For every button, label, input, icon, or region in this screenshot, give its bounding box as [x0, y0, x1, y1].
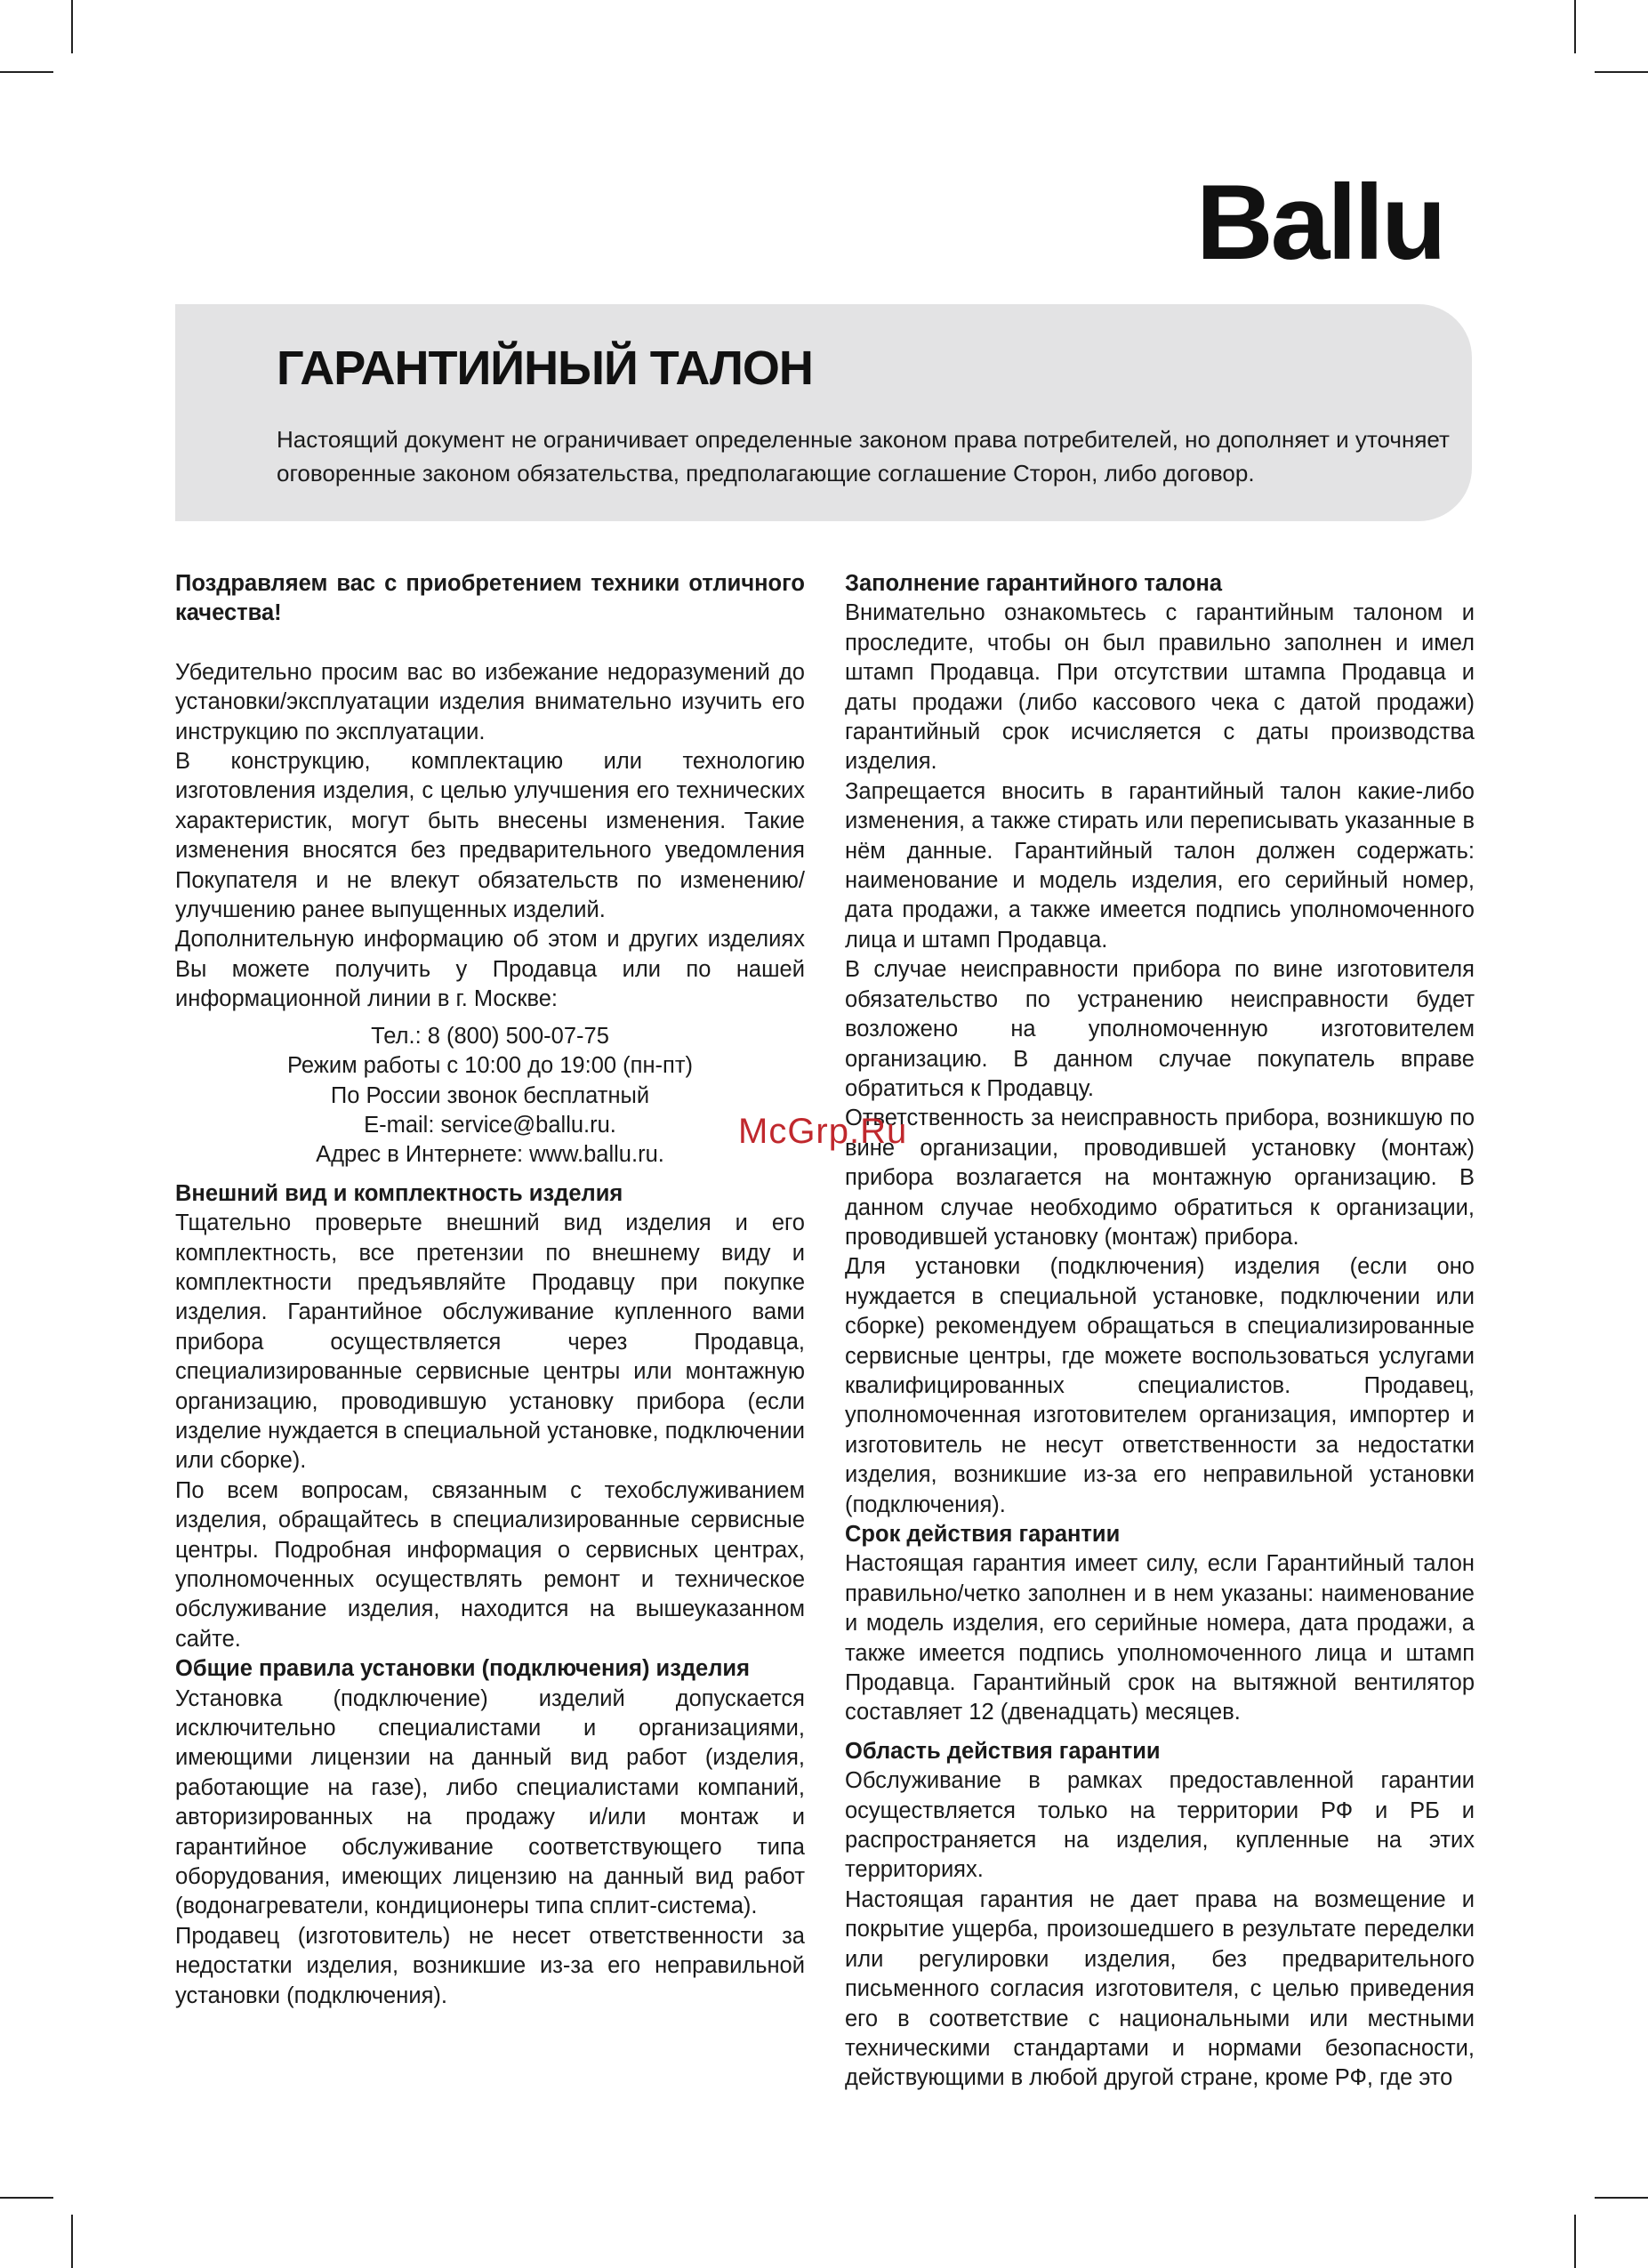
crop-mark — [71, 2215, 73, 2268]
contact-email: E-mail: service@ballu.ru. — [364, 1112, 616, 1138]
section-heading-scope: Область действия гарантии — [845, 1738, 1161, 1764]
crop-mark — [1574, 0, 1576, 53]
paragraph: Для установки (подключения) изделия (если оно нуждается в специальной установке, подключении или сборке) рекомендуем обращаться в специализированные сервисные центры, где можете воспользоваться услугами квалифицированных специалистов. Продавец, уполномоченная изготовителем организация, импортер и изготовитель не несут ответственности за недостатки изделия, возникшие из-за его неправильной установки (подключения). — [845, 1254, 1475, 1517]
paragraph: Тщательно проверьте внешний вид изделия и его комплектность, все претензии по внешнему виду и комплектности предъявляйте Продавцу при покупке изделия. Гарантийное обслуживание купленного вами прибора осуществляется через Продавца, специализированные сервисные центры или монтажную организацию, проводившую установку прибора (если изделие нуждается в специальной установке, подключении или сборке). — [175, 1210, 805, 1474]
crop-mark — [0, 71, 53, 73]
contact-hours: Режим работы с 10:00 до 19:00 (пн-пт) — [286, 1053, 693, 1079]
title-banner — [175, 304, 1472, 521]
section-heading-installation: Общие правила установки (подключения) изделия — [175, 1656, 750, 1682]
section-heading-appearance: Внешний вид и комплектность изделия — [175, 1180, 623, 1206]
crop-mark — [1595, 2197, 1648, 2199]
paragraph: В случае неисправности прибора по вине изготовителя обязательство по устранению неисправности будет возложено на уполномоченную изготовителем организацию. В данном случае покупатель вправе обратиться к Продавцу. — [845, 957, 1475, 1101]
section-heading-filling: Заполнение гарантийного талона — [845, 571, 1223, 596]
intro-text: Настоящий документ не ограничивает определенные законом права потребителей, но дополняет и уточняет оговоренные законом обязательства, предполагающие соглашение Сторон, либо договор. — [277, 426, 1450, 487]
paragraph: По всем вопросам, связанным с техобслуживанием изделия, обращайтесь в специализированные сервисные центры. Подробная информация о сервисных центрах, уполномоченных осуществлять ремонт и техническое обслуживание изделия, находится на вышеуказанном сайте. — [175, 1477, 805, 1652]
paragraph: В конструкцию, комплектацию или технологию изготовления изделия, с целью улучшения его технических характеристик, могут быть внесены изменения. Такие изменения вносятся без предварительного уведомления Покупателя и не влекут обязательств по изменению/улучшению ранее выпущенных изделий. — [175, 749, 805, 923]
right-column — [845, 569, 1475, 2094]
crop-mark — [1574, 2215, 1576, 2268]
contact-block — [175, 1022, 805, 1170]
crop-mark — [0, 2197, 53, 2199]
paragraph: Убедительно просим вас во избежание недоразумений до установки/эксплуатации изделия внимательно изучить его инструкцию по эксплуатации. — [175, 659, 805, 744]
greeting-heading: Поздравляем вас с приобретением техники отличного качества! — [175, 571, 805, 626]
crop-mark — [1595, 71, 1648, 73]
paragraph: Дополнительную информацию об этом и других изделиях Вы можете получить у Продавца или по нашей информационной линии в г. Москве: — [175, 927, 805, 1012]
paragraph: Ответственность за неисправность прибора, возникшую по вине организации, проводившей установку (монтаж) прибора возлагается на монтажную организацию. В данном случае необходимо обратиться к организации, проводившей установку (монтаж) прибора. — [845, 1106, 1475, 1250]
contact-phone: Тел.: 8 (800) 500-07-75 — [371, 1023, 609, 1049]
paragraph: Установка (подключение) изделий допускается исключительно специалистами и организациями, имеющими лицензии на данный вид работ (изделия, работающие на газе), либо специалистами компаний, авторизированных на продажу и/или монтаж и гарантийное обслуживание соответствующего типа оборудования, имеющих лицензию на данный вид работ (водонагреватели, кондиционеры типа сплит-система). — [175, 1685, 805, 1919]
paragraph: Продавец (изготовитель) не несет ответственности за недостатки изделия, возникшие из-за его неправильной установки (подключения). — [175, 1923, 805, 2008]
paragraph: Настоящая гарантия не дает права на возмещение и покрытие ущерба, произошедшего в результате переделки или регулировки изделия, без предварительного письменного согласия изготовителя, с целью приведения его в соответствие с национальными или местными техническими стандартами и нормами безопасности, действующими в любой другой стране, кроме РФ, где это — [845, 1886, 1475, 2091]
paragraph: Настоящая гарантия имеет силу, если Гарантийный талон правильно/четко заполнен и в нем указаны: наименование и модель изделия, его серийные номера, дата продажи, а также имеется подпись уполномоченного лица и штамп Продавца. Гарантийный срок на вытяжной вентилятор составляет 12 (двенадцать) месяцев. — [845, 1551, 1475, 1725]
left-column — [175, 569, 805, 2011]
paragraph: Запрещается вносить в гарантийный талон какие-либо изменения, а также стирать или переписывать указанные в нём данные. Гарантийный талон должен содержать: наименование и модель изделия, его серийный номер, дата продажи, а также имеется подпись уполномоченного лица и штамп Продавца. — [845, 778, 1475, 953]
contact-free-call: По России звонок бесплатный — [330, 1082, 650, 1108]
contact-website: Адрес в Интернете: www.ballu.ru. — [316, 1142, 664, 1168]
crop-mark — [71, 0, 73, 53]
watermark: McGrp.Ru — [738, 1112, 908, 1151]
page-title: ГАРАНТИЙНЫЙ ТАЛОН — [277, 342, 813, 395]
section-heading-term: Срок действия гарантии — [845, 1522, 1121, 1547]
paragraph: Внимательно ознакомьтесь с гарантийным талоном и проследите, чтобы он был правильно заполнен и имел штамп Продавца. При отсутствии штампа Продавца и даты продажи (либо кассового чека с датой продажи) гарантийный срок исчисляется с даты производства изделия. — [845, 600, 1475, 775]
brand-logo: Ballu — [1196, 163, 1444, 282]
paragraph: Обслуживание в рамках предоставленной гарантии осуществляется только на территории РФ и РБ и распространяется на изделия, купленные на этих территориях. — [845, 1768, 1475, 1883]
